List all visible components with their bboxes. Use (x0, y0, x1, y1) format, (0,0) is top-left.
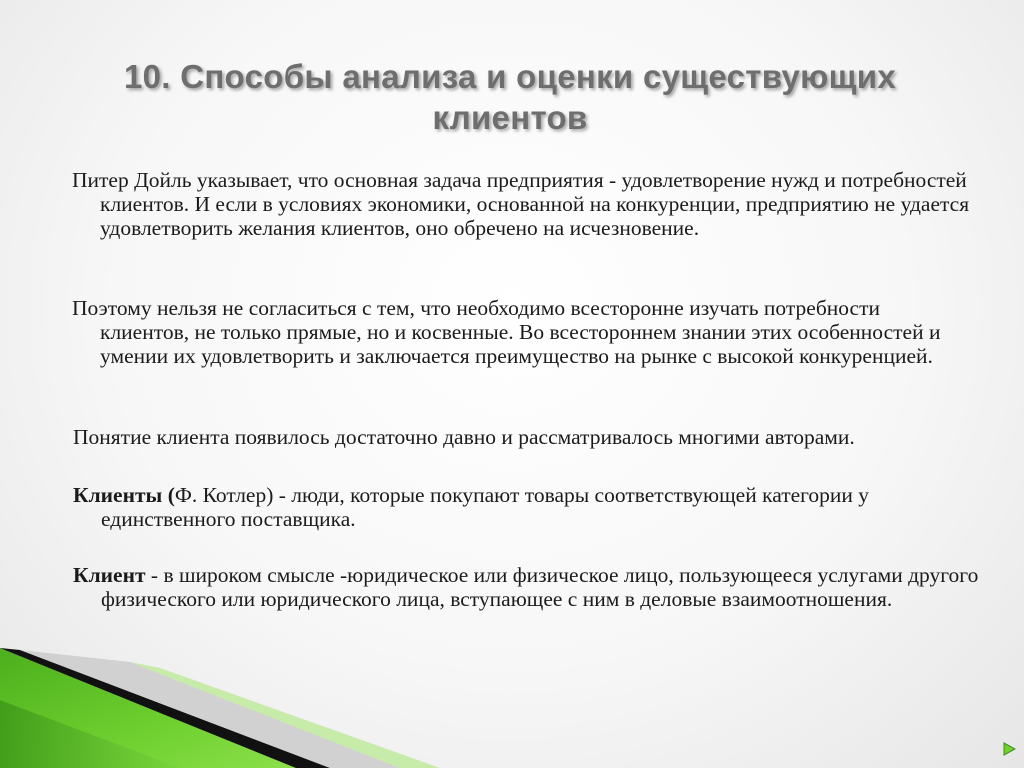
slide-title: 10. Способы анализа и оценки существующих клиентов (123, 58, 897, 136)
term-client: Клиент (73, 563, 146, 587)
paragraph-text: - в широком смысле -юридическое или физическое лицо, пользующееся услугами другого физического или юридического лица, вступающее с ним в деловые взаимоотношения. (101, 563, 979, 611)
paragraph-text: Ф. Котлер) - люди, которые покупают товары соответствующей категории у единственного поставщика. (101, 483, 870, 531)
paragraph-text: Понятие клиента появилось достаточно давно и рассматривалось многими авторами. (73, 425, 855, 449)
term-clients: Клиенты ( (73, 483, 175, 507)
play-arrow-icon[interactable] (1002, 742, 1016, 756)
paragraph-text: Питер Дойль указывает, что основная задача предприятия - удовлетворение нужд и потребностей клиентов. И если в условиях экономики, основанной на конкуренции, предприятию не удается удовлетворить желания клиентов, оно обречено на исчезновение. (72, 168, 970, 240)
paragraph-text: Поэтому нельзя не согласиться с тем, что необходимо всесторонне изучать потребности клиентов, не только прямые, но и косвенные. Во всестороннем знании этих особенностей и умении их удовлетворить и заключается преимущество на рынке с высокой конкуренцией. (72, 296, 941, 368)
